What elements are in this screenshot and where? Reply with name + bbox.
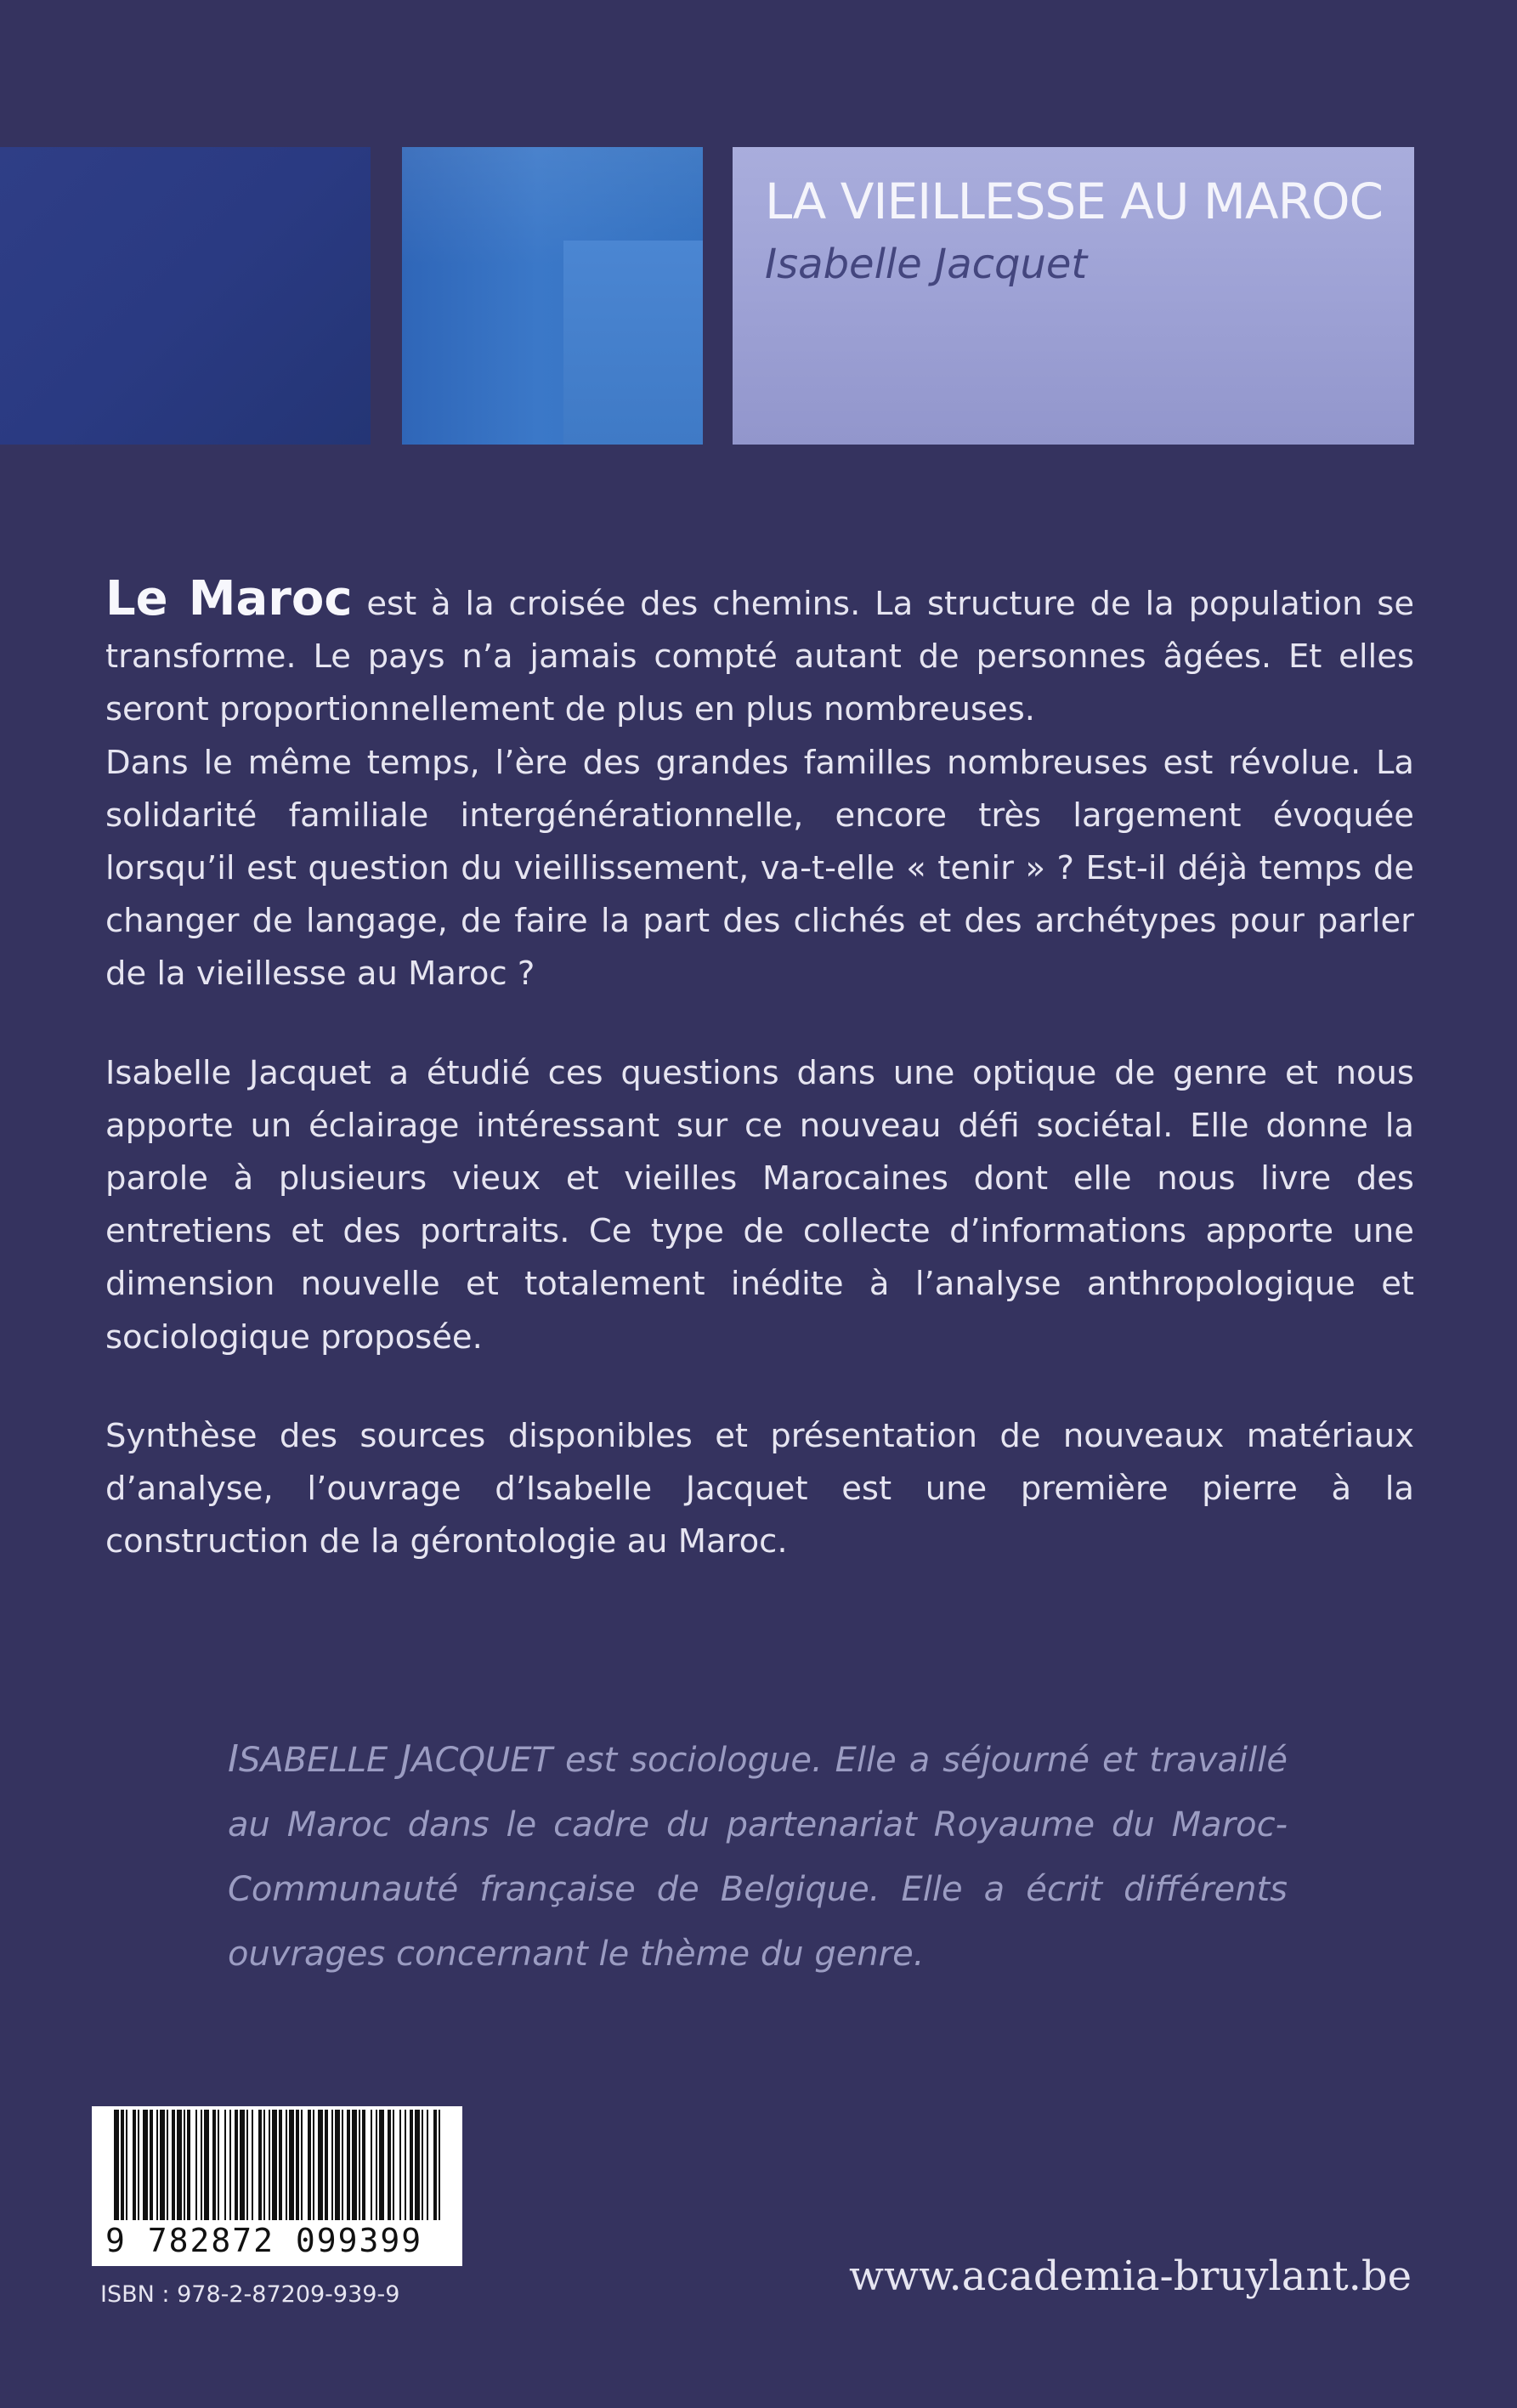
description — [105, 571, 1415, 1568]
barcode-bar — [229, 2110, 231, 2220]
barcode-bar — [308, 2110, 311, 2220]
barcode-bar — [325, 2110, 328, 2220]
barcode-bar — [258, 2110, 262, 2220]
barcode-bar — [187, 2110, 190, 2220]
title-panel — [733, 147, 1414, 445]
barcode-bar — [133, 2110, 136, 2220]
barcode-bar — [143, 2110, 148, 2220]
barcode-bar — [150, 2110, 153, 2220]
barcode-bar — [235, 2110, 238, 2220]
barcode-bar — [272, 2110, 277, 2220]
barcode-bar — [269, 2110, 270, 2220]
description-lead: Le Maroc — [105, 571, 353, 626]
publisher-website: www.academia-bruylant.be — [848, 2252, 1412, 2300]
barcode-bar — [313, 2110, 314, 2220]
barcode-bar — [301, 2110, 303, 2220]
author-bio-text: est sociologue. Elle a séjourné et travaillé au Maroc dans le cadre du partenariat Royaume du Maroc-Communauté française de Belgique. Elle a écrit différents ouvrages concernant le thème du genre. — [228, 1741, 1288, 1974]
barcode-bar — [422, 2110, 423, 2220]
barcode-bar — [114, 2110, 119, 2220]
barcode-bar — [177, 2110, 182, 2220]
barcode-bar — [263, 2110, 265, 2220]
barcode — [92, 2106, 462, 2266]
barcode-bar — [121, 2110, 124, 2220]
barcode-bar — [224, 2110, 226, 2220]
cover-image-panel-middle — [402, 147, 703, 445]
barcode-bar — [218, 2110, 219, 2220]
barcode-bar — [405, 2110, 406, 2220]
barcode-bar — [184, 2110, 185, 2220]
barcode-bar — [296, 2110, 299, 2220]
description-paragraph-1 — [105, 571, 1415, 737]
barcode-bar — [352, 2110, 357, 2220]
barcode-bar — [126, 2110, 127, 2220]
description-paragraph-4: Synthèse des sources disponibles et présentation de nouveaux matériaux d’analyse, l’ouvrage d’Isabelle Jacquet est une première pierre à la construction de la gérontologie au Maroc. — [105, 1416, 1414, 1561]
barcode-bar — [347, 2110, 350, 2220]
barcode-bar — [240, 2110, 245, 2220]
barcode-bar — [252, 2110, 253, 2220]
barcode-bar — [427, 2110, 428, 2220]
barcode-bar — [331, 2110, 333, 2220]
barcode-bar — [393, 2110, 394, 2220]
barcode-bar — [138, 2110, 139, 2220]
barcode-digits: 9 782872 099399 — [105, 2222, 423, 2259]
barcode-bar — [167, 2110, 168, 2220]
description-paragraph-1-text: est à la croisée des chemins. La structure de la population se transforme. Le pays n’a jamais compté autant de personnes âgées. Et elles seront proportionnellement de plus en plus nombreuses. — [105, 585, 1415, 729]
barcode-bar — [371, 2110, 372, 2220]
barcode-bar — [156, 2110, 158, 2220]
barcode-bar — [286, 2110, 287, 2220]
barcode-bar — [335, 2110, 340, 2220]
barcode-bar — [399, 2110, 401, 2220]
author-bio-name: ISABELLE JACQUET — [228, 1737, 553, 1781]
barcode-bar — [359, 2110, 360, 2220]
barcode-bar — [376, 2110, 377, 2220]
cover-image-panel-left — [0, 147, 371, 445]
barcode-bar — [160, 2110, 165, 2220]
author-bio — [228, 1727, 1288, 1986]
barcode-bar — [195, 2110, 197, 2220]
barcode-bar — [289, 2110, 294, 2220]
barcode-bar — [342, 2110, 343, 2220]
description-paragraph-2: Dans le même temps, l’ère des grandes familles nombreuses est révolue. La solidarité familiale intergénérationnelle, encore très largement évoquée lorsqu’il est question du vieillissement, va-t-elle « tenir » ? Est-il déjà temps de changer de langage, de faire la part des clichés et des archétypes pour parler de la vieillesse au Maroc ? — [105, 743, 1414, 994]
cover-image-inner-block — [563, 241, 703, 445]
barcode-bar — [415, 2110, 420, 2220]
barcode-bar — [246, 2110, 248, 2220]
barcode-bar — [204, 2110, 209, 2220]
barcode-bar — [410, 2110, 413, 2220]
barcode-bar — [379, 2110, 384, 2220]
barcode-bar — [212, 2110, 216, 2220]
barcode-bar — [433, 2110, 437, 2220]
description-paragraph-3: Isabelle Jacquet a étudié ces questions dans une optique de genre et nous apporte un éclairage intéressant sur ce nouveau défi sociétal. Elle donne la parole à plusieurs vieux et vieilles Marocaines dont elle nous livre des entretiens et des portraits. Ce type de collecte d’informations apporte une dimension nouvelle et totalement inédite à l’analyse anthropologique et sociologique proposée. — [105, 1053, 1414, 1357]
barcode-bar — [318, 2110, 323, 2220]
isbn: ISBN : 978-2-87209-939-9 — [100, 2281, 400, 2308]
barcode-bar — [439, 2110, 440, 2220]
barcode-bar — [172, 2110, 175, 2220]
barcode-bars — [114, 2110, 440, 2229]
book-author: Isabelle Jacquet — [765, 241, 1088, 288]
barcode-bar — [362, 2110, 365, 2220]
barcode-bar — [388, 2110, 391, 2220]
book-title: LA VIEILLESSE AU MAROC — [765, 173, 1384, 230]
barcode-bar — [279, 2110, 282, 2220]
barcode-bar — [201, 2110, 202, 2220]
